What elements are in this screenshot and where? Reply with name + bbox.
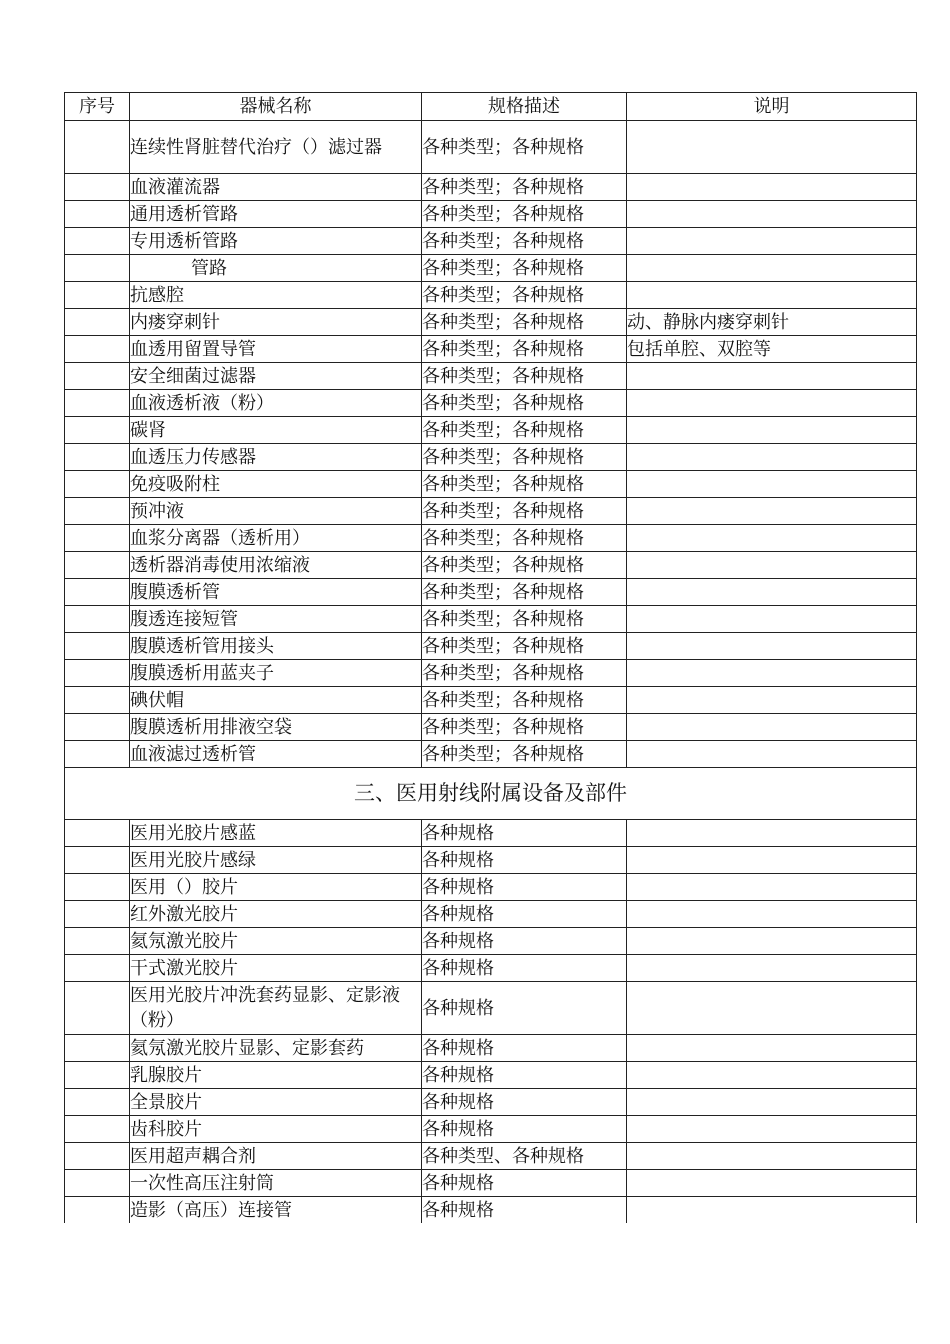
cell-device-name: 碳肾 — [130, 417, 422, 444]
cell-desc — [627, 1143, 917, 1170]
section-title: 三、医用射线附属设备及部件 — [65, 768, 917, 820]
cell-device-name: 干式激光胶片 — [130, 955, 422, 982]
cell-desc — [627, 444, 917, 471]
cell-desc — [627, 874, 917, 901]
cell-spec: 各种类型；各种规格 — [422, 660, 627, 687]
cell-desc — [627, 363, 917, 390]
cell-seq — [65, 1089, 130, 1116]
cell-desc — [627, 282, 917, 309]
header-desc: 说明 — [627, 93, 917, 121]
cell-desc — [627, 660, 917, 687]
table-row — [65, 525, 917, 552]
cell-spec: 各种类型；各种规格 — [422, 444, 627, 471]
cell-device-name: 预冲液 — [130, 498, 422, 525]
table-row — [65, 255, 917, 282]
cell-seq — [65, 471, 130, 498]
table-row — [65, 336, 917, 363]
cell-spec: 各种规格 — [422, 901, 627, 928]
cell-spec: 各种类型；各种规格 — [422, 741, 627, 768]
cell-desc — [627, 1197, 917, 1224]
table-row — [65, 955, 917, 982]
section-row — [65, 768, 917, 820]
cell-spec: 各种类型、各种规格 — [422, 1143, 627, 1170]
cell-spec: 各种类型；各种规格 — [422, 606, 627, 633]
cell-device-name: 安全细菌过滤器 — [130, 363, 422, 390]
cell-device-name: 全景胶片 — [130, 1089, 422, 1116]
cell-desc — [627, 417, 917, 444]
cell-seq — [65, 606, 130, 633]
table-body-dialysis — [65, 121, 917, 768]
device-table — [64, 92, 917, 1223]
cell-device-name: 血透用留置导管 — [130, 336, 422, 363]
cell-seq — [65, 174, 130, 201]
cell-device-name: 碘伏帽 — [130, 687, 422, 714]
cell-desc — [627, 1089, 917, 1116]
cell-device-name: 氦氖激光胶片显影、定影套药 — [130, 1035, 422, 1062]
cell-spec: 各种类型；各种规格 — [422, 282, 627, 309]
table-row — [65, 687, 917, 714]
cell-device-name: 腹膜透析用蓝夹子 — [130, 660, 422, 687]
cell-desc — [627, 901, 917, 928]
cell-seq — [65, 1062, 130, 1089]
cell-seq — [65, 336, 130, 363]
cell-desc — [627, 1116, 917, 1143]
cell-seq — [65, 874, 130, 901]
cell-spec: 各种类型；各种规格 — [422, 417, 627, 444]
table-row — [65, 714, 917, 741]
table-row — [65, 282, 917, 309]
cell-spec: 各种类型；各种规格 — [422, 714, 627, 741]
cell-seq — [65, 121, 130, 174]
table-row — [65, 579, 917, 606]
table-row — [65, 121, 917, 174]
cell-seq — [65, 1197, 130, 1224]
cell-seq — [65, 498, 130, 525]
table-body-radiology — [65, 820, 917, 1224]
cell-device-name: 造影（高压）连接管 — [130, 1197, 422, 1224]
cell-device-name: 氦氖激光胶片 — [130, 928, 422, 955]
cell-desc — [627, 390, 917, 417]
cell-desc — [627, 579, 917, 606]
cell-device-name: 乳腺胶片 — [130, 1062, 422, 1089]
table-row — [65, 1197, 917, 1224]
cell-seq — [65, 901, 130, 928]
cell-spec: 各种类型；各种规格 — [422, 255, 627, 282]
cell-spec: 各种规格 — [422, 1035, 627, 1062]
cell-spec: 各种规格 — [422, 847, 627, 874]
cell-spec: 各种类型；各种规格 — [422, 121, 627, 174]
cell-spec: 各种规格 — [422, 874, 627, 901]
cell-seq — [65, 1035, 130, 1062]
cell-seq — [65, 363, 130, 390]
table-row — [65, 1116, 917, 1143]
cell-device-name: 红外激光胶片 — [130, 901, 422, 928]
header-seq: 序号 — [65, 93, 130, 121]
cell-spec: 各种规格 — [422, 928, 627, 955]
cell-device-name: 抗感腔 — [130, 282, 422, 309]
cell-desc — [627, 255, 917, 282]
table-row — [65, 901, 917, 928]
cell-spec: 各种类型；各种规格 — [422, 363, 627, 390]
table-row — [65, 741, 917, 768]
table-row — [65, 874, 917, 901]
cell-seq — [65, 820, 130, 847]
cell-desc — [627, 633, 917, 660]
cell-device-name: 腹膜透析管用接头 — [130, 633, 422, 660]
cell-seq — [65, 201, 130, 228]
cell-device-name: 血透压力传感器 — [130, 444, 422, 471]
table-row — [65, 847, 917, 874]
table-row — [65, 1062, 917, 1089]
table-row — [65, 309, 917, 336]
cell-desc — [627, 228, 917, 255]
cell-seq — [65, 955, 130, 982]
cell-spec: 各种规格 — [422, 820, 627, 847]
cell-desc — [627, 552, 917, 579]
table-row — [65, 1089, 917, 1116]
table-row — [65, 928, 917, 955]
cell-seq — [65, 687, 130, 714]
cell-spec: 各种规格 — [422, 1062, 627, 1089]
cell-desc — [627, 471, 917, 498]
cell-seq — [65, 1143, 130, 1170]
cell-seq — [65, 714, 130, 741]
cell-seq — [65, 309, 130, 336]
cell-device-name: 连续性肾脏替代治疗（）滤过器 — [130, 121, 422, 174]
cell-device-name: 内瘘穿刺针 — [130, 309, 422, 336]
cell-device-name: 透析器消毒使用浓缩液 — [130, 552, 422, 579]
table-row — [65, 660, 917, 687]
cell-spec: 各种类型；各种规格 — [422, 525, 627, 552]
cell-desc — [627, 1170, 917, 1197]
cell-device-name: 医用光胶片冲洗套药显影、定影液（粉） — [130, 982, 422, 1035]
cell-device-name: 一次性高压注射筒 — [130, 1170, 422, 1197]
cell-spec: 各种规格 — [422, 1116, 627, 1143]
cell-spec: 各种类型；各种规格 — [422, 498, 627, 525]
cell-desc — [627, 525, 917, 552]
cell-spec: 各种类型；各种规格 — [422, 336, 627, 363]
section-heading-group — [65, 768, 917, 820]
cell-device-name: 通用透析管路 — [130, 201, 422, 228]
cell-device-name: 免疫吸附柱 — [130, 471, 422, 498]
table-row — [65, 498, 917, 525]
cell-desc: 动、静脉内瘘穿刺针 — [627, 309, 917, 336]
table-header — [65, 93, 917, 121]
cell-spec: 各种类型；各种规格 — [422, 579, 627, 606]
cell-desc — [627, 606, 917, 633]
cell-device-name: 专用透析管路 — [130, 228, 422, 255]
cell-device-name: 医用光胶片感蓝 — [130, 820, 422, 847]
cell-seq — [65, 282, 130, 309]
table-row — [65, 471, 917, 498]
cell-desc — [627, 1035, 917, 1062]
table-row — [65, 174, 917, 201]
table-row — [65, 552, 917, 579]
table-row — [65, 1143, 917, 1170]
cell-seq — [65, 525, 130, 552]
cell-desc — [627, 847, 917, 874]
cell-spec: 各种类型；各种规格 — [422, 201, 627, 228]
cell-device-name: 医用光胶片感绿 — [130, 847, 422, 874]
cell-spec: 各种类型；各种规格 — [422, 228, 627, 255]
cell-device-name: 腹膜透析管 — [130, 579, 422, 606]
cell-device-name: 腹膜透析用排液空袋 — [130, 714, 422, 741]
cell-device-name: 齿科胶片 — [130, 1116, 422, 1143]
cell-device-name: 医用超声耦合剂 — [130, 1143, 422, 1170]
cell-spec: 各种类型；各种规格 — [422, 174, 627, 201]
cell-spec: 各种规格 — [422, 982, 627, 1035]
table-row — [65, 982, 917, 1035]
cell-spec: 各种类型；各种规格 — [422, 309, 627, 336]
table-row — [65, 363, 917, 390]
cell-desc — [627, 820, 917, 847]
cell-spec: 各种规格 — [422, 955, 627, 982]
cell-device-name: 腹透连接短管 — [130, 606, 422, 633]
cell-spec: 各种规格 — [422, 1197, 627, 1224]
cell-seq — [65, 552, 130, 579]
cell-device-name: 血浆分离器（透析用） — [130, 525, 422, 552]
cell-desc — [627, 687, 917, 714]
cell-seq — [65, 660, 130, 687]
cell-device-name: 血液透析液（粉） — [130, 390, 422, 417]
table-row — [65, 444, 917, 471]
table-row — [65, 633, 917, 660]
cell-desc — [627, 928, 917, 955]
table-row — [65, 1035, 917, 1062]
cell-spec: 各种类型；各种规格 — [422, 471, 627, 498]
cell-seq — [65, 982, 130, 1035]
cell-seq — [65, 633, 130, 660]
cell-desc — [627, 982, 917, 1035]
cell-seq — [65, 847, 130, 874]
cell-desc — [627, 121, 917, 174]
cell-seq — [65, 444, 130, 471]
header-spec: 规格描述 — [422, 93, 627, 121]
cell-seq — [65, 579, 130, 606]
cell-desc — [627, 1062, 917, 1089]
table-row — [65, 606, 917, 633]
cell-seq — [65, 228, 130, 255]
header-name: 器械名称 — [130, 93, 422, 121]
cell-spec: 各种规格 — [422, 1089, 627, 1116]
cell-seq — [65, 1170, 130, 1197]
cell-desc: 包括单腔、双腔等 — [627, 336, 917, 363]
cell-spec: 各种规格 — [422, 1170, 627, 1197]
cell-seq — [65, 390, 130, 417]
header-row — [65, 93, 917, 121]
cell-desc — [627, 714, 917, 741]
cell-desc — [627, 201, 917, 228]
table-row — [65, 201, 917, 228]
cell-device-name: 医用（）胶片 — [130, 874, 422, 901]
cell-device-name: 血液灌流器 — [130, 174, 422, 201]
cell-desc — [627, 741, 917, 768]
cell-spec: 各种类型；各种规格 — [422, 687, 627, 714]
table-row — [65, 417, 917, 444]
cell-seq — [65, 255, 130, 282]
table-row — [65, 820, 917, 847]
cell-seq — [65, 417, 130, 444]
cell-device-name: 管路 — [130, 255, 422, 282]
cell-device-name: 血液滤过透析管 — [130, 741, 422, 768]
cell-spec: 各种类型；各种规格 — [422, 633, 627, 660]
cell-desc — [627, 498, 917, 525]
cell-desc — [627, 174, 917, 201]
table-row — [65, 1170, 917, 1197]
cell-desc — [627, 955, 917, 982]
cell-seq — [65, 928, 130, 955]
cell-spec: 各种类型；各种规格 — [422, 552, 627, 579]
cell-spec: 各种类型；各种规格 — [422, 390, 627, 417]
table-row — [65, 228, 917, 255]
cell-seq — [65, 741, 130, 768]
cell-seq — [65, 1116, 130, 1143]
table-row — [65, 390, 917, 417]
